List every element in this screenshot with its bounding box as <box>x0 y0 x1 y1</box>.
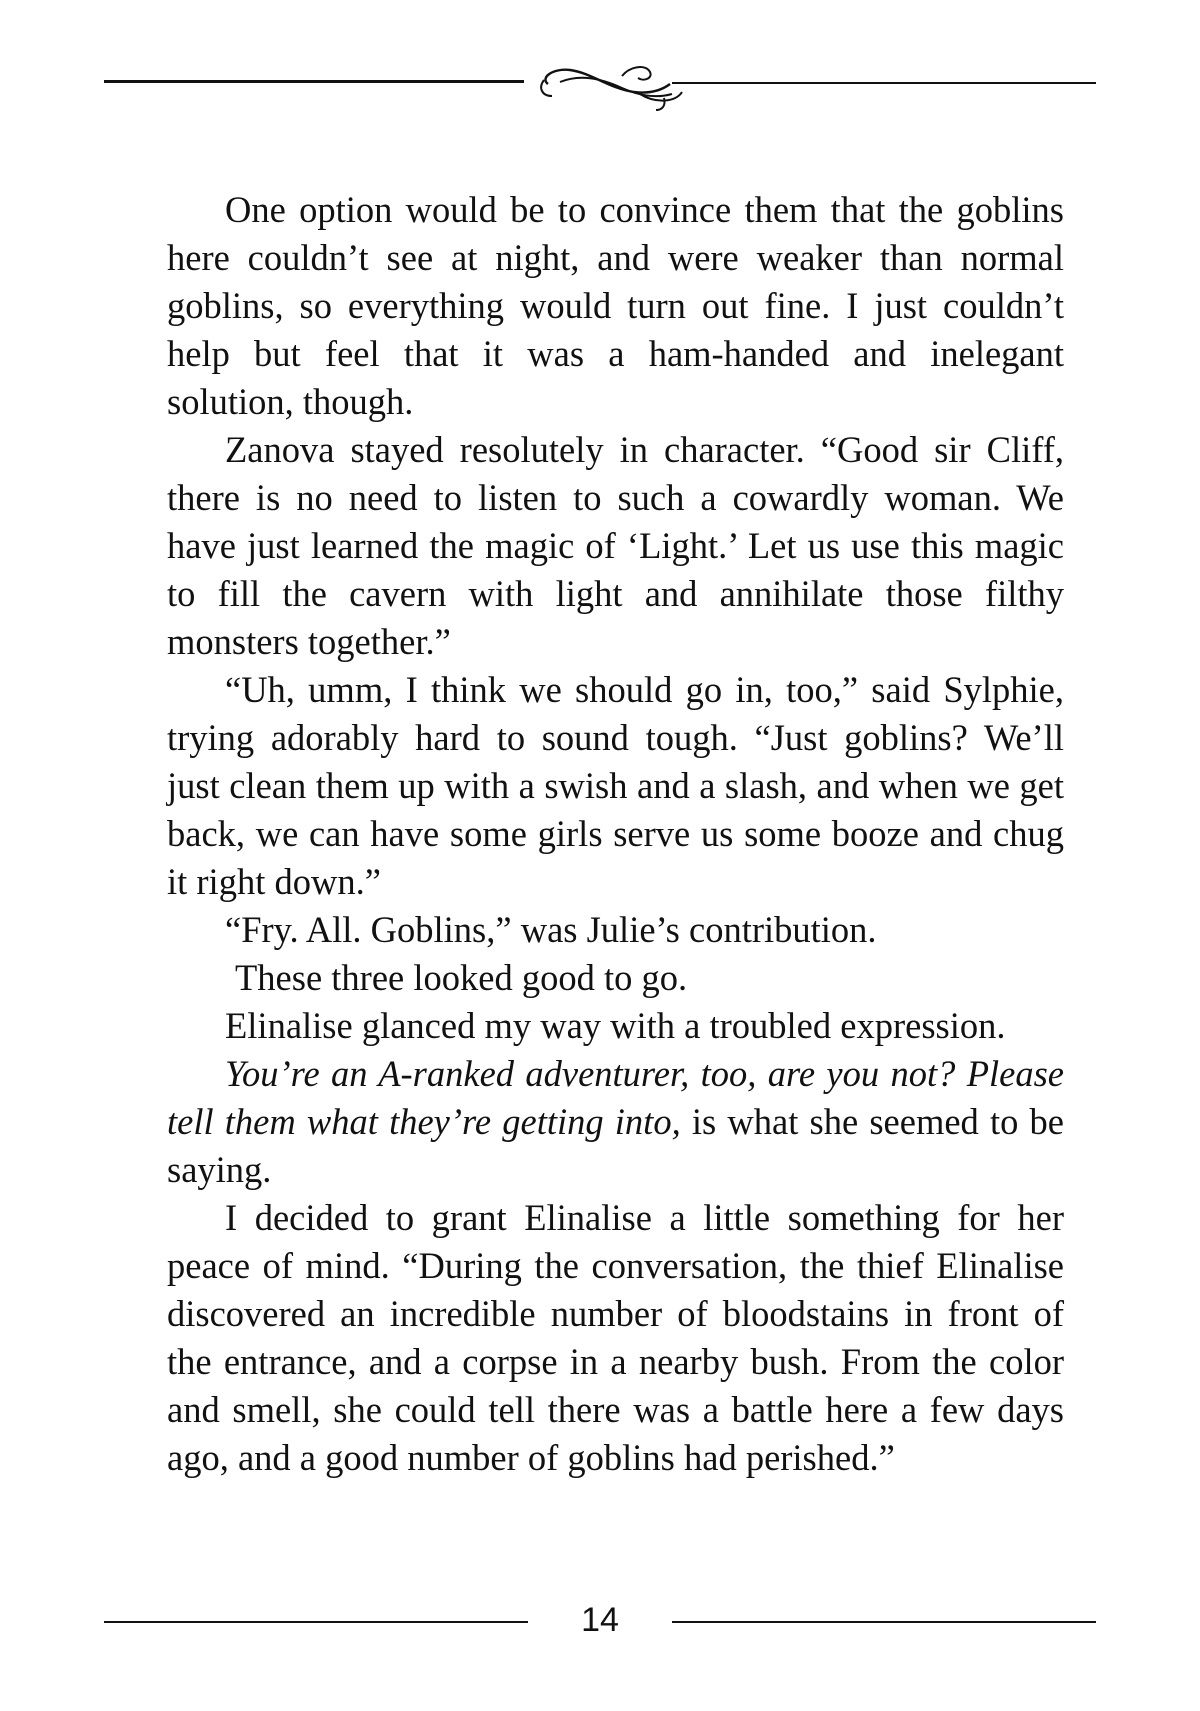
body-text <box>167 186 1064 1482</box>
paragraph: These three looked good to go. <box>235 957 688 998</box>
header-rule-left <box>104 80 524 83</box>
italic-thought: You’re an A-ranked adventurer, too, are you not? Please tell them what they’re getting into, <box>167 1053 1064 1142</box>
paragraph: I decided to grant Elinalise a little something for her peace of mind. “During the conversation, the thief Elinalise discovered an incredible number of bloodstains in front of the entrance, and a corpse in a nearby bush. From the color and smell, she could tell there was a battle here a few days ago, and a good number of goblins had perished.” <box>167 1197 1064 1478</box>
paragraph-tail: is what she seemed to be saying. <box>167 1101 1064 1190</box>
paragraph: Zanova stayed resolutely in character. “Good sir Cliff, there is no need to listen to such a cowardly woman. We have just learned the magic of ‘Light.’ Let us use this magic to fill the cavern with light and annihilate those filthy monsters together.” <box>167 429 1064 662</box>
header-rule-right <box>672 82 1096 84</box>
paragraph: One option would be to convince them that the goblins here couldn’t see at night, and were weaker than normal goblins, so everything would turn out fine. I just couldn’t help but feel that it was a ham-handed and inelegant solution, though. <box>167 189 1064 422</box>
flourish-ornament-icon <box>530 58 700 118</box>
paragraph: “Uh, umm, I think we should go in, too,” said Sylphie, trying adorably hard to sound tough. “Just goblins? We’ll just clean them up with a swish and a slash, and when we get back, we can have some girls serve us some booze and chug it right down.” <box>167 669 1064 902</box>
paragraph: “Fry. All. Goblins,” was Julie’s contribution. <box>225 909 877 950</box>
paragraph: Elinalise glanced my way with a troubled expression. <box>225 1005 1006 1046</box>
paragraph <box>167 1050 1064 1194</box>
footer-rule-left <box>104 1621 528 1623</box>
footer-rule-right <box>672 1621 1096 1623</box>
page-number: 14 <box>581 1601 619 1639</box>
